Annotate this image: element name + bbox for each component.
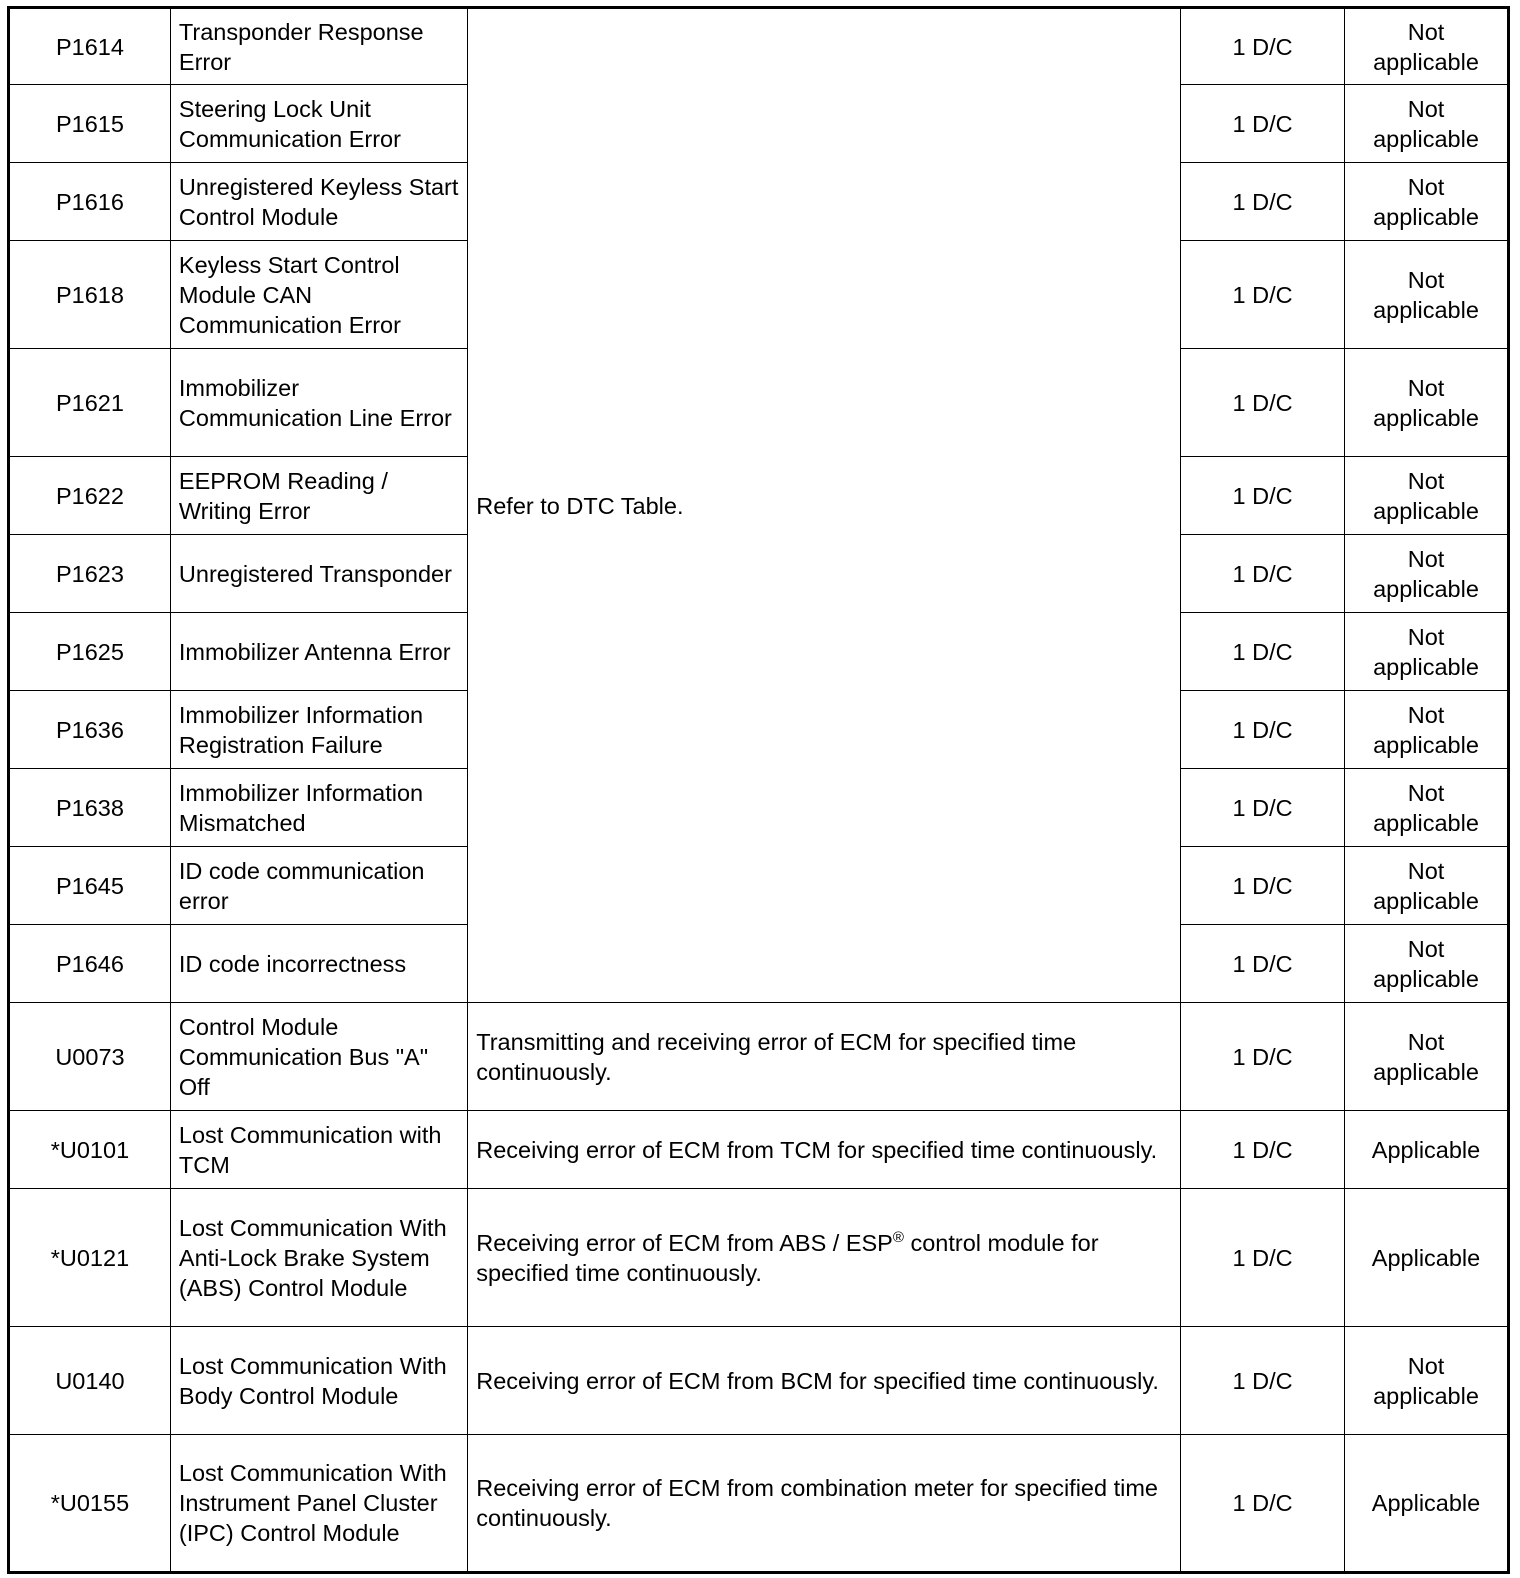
dtc-code: P1646 xyxy=(9,925,171,1003)
detecting-condition: Transmitting and receiving error of ECM for specified time continuously. xyxy=(468,1003,1181,1111)
trip-detection: 1 D/C xyxy=(1181,1003,1345,1111)
table-row xyxy=(9,1327,1509,1435)
dtc-description: Lost Communication With Anti-Lock Brake System (ABS) Control Module xyxy=(170,1189,467,1327)
dtc-code: *U0155 xyxy=(9,1435,171,1573)
detecting-condition: Receiving error of ECM from combination meter for specified time continuously. xyxy=(468,1435,1181,1573)
mil-status: Not applicable xyxy=(1345,457,1509,535)
mil-status: Not applicable xyxy=(1345,691,1509,769)
trip-detection: 1 D/C xyxy=(1181,1111,1345,1189)
trip-detection: 1 D/C xyxy=(1181,85,1345,163)
trip-detection: 1 D/C xyxy=(1181,241,1345,349)
dtc-code: P1621 xyxy=(9,349,171,457)
dtc-code: P1625 xyxy=(9,613,171,691)
table-row xyxy=(9,1003,1509,1111)
detecting-condition: Receiving error of ECM from BCM for specified time continuously. xyxy=(468,1327,1181,1435)
mil-status: Not applicable xyxy=(1345,241,1509,349)
trip-detection: 1 D/C xyxy=(1181,769,1345,847)
dtc-description: Control Module Communication Bus "A" Off xyxy=(170,1003,467,1111)
trip-detection: 1 D/C xyxy=(1181,847,1345,925)
trip-detection: 1 D/C xyxy=(1181,1435,1345,1573)
mil-status: Not applicable xyxy=(1345,349,1509,457)
detecting-condition: Receiving error of ECM from TCM for specified time continuously. xyxy=(468,1111,1181,1189)
dtc-code: U0073 xyxy=(9,1003,171,1111)
dtc-description: Keyless Start Control Module CAN Communication Error xyxy=(170,241,467,349)
mil-status: Not applicable xyxy=(1345,613,1509,691)
dtc-table xyxy=(7,6,1510,1574)
mil-status: Applicable xyxy=(1345,1111,1509,1189)
mil-status: Not applicable xyxy=(1345,1003,1509,1111)
table-row xyxy=(9,8,1509,85)
mil-status: Applicable xyxy=(1345,1189,1509,1327)
mil-status: Applicable xyxy=(1345,1435,1509,1573)
dtc-code: P1636 xyxy=(9,691,171,769)
dtc-description: Unregistered Transponder xyxy=(170,535,467,613)
trip-detection: 1 D/C xyxy=(1181,457,1345,535)
detecting-condition-merged: Refer to DTC Table. xyxy=(468,8,1181,1003)
table-row xyxy=(9,1189,1509,1327)
mil-status: Not applicable xyxy=(1345,85,1509,163)
mil-status: Not applicable xyxy=(1345,925,1509,1003)
mil-status: Not applicable xyxy=(1345,769,1509,847)
dtc-code: P1614 xyxy=(9,8,171,85)
trip-detection: 1 D/C xyxy=(1181,8,1345,85)
registered-mark: ® xyxy=(892,1228,904,1246)
dtc-code: P1645 xyxy=(9,847,171,925)
mil-status: Not applicable xyxy=(1345,535,1509,613)
dtc-description: Immobilizer Communication Line Error xyxy=(170,349,467,457)
dtc-code: P1618 xyxy=(9,241,171,349)
trip-detection: 1 D/C xyxy=(1181,613,1345,691)
trip-detection: 1 D/C xyxy=(1181,1189,1345,1327)
dtc-code: P1638 xyxy=(9,769,171,847)
dtc-description: EEPROM Reading / Writing Error xyxy=(170,457,467,535)
dtc-description: ID code communication error xyxy=(170,847,467,925)
dtc-description: Unregistered Keyless Start Control Module xyxy=(170,163,467,241)
dtc-code: *U0101 xyxy=(9,1111,171,1189)
trip-detection: 1 D/C xyxy=(1181,925,1345,1003)
trip-detection: 1 D/C xyxy=(1181,349,1345,457)
dtc-code: U0140 xyxy=(9,1327,171,1435)
dtc-code: P1622 xyxy=(9,457,171,535)
dtc-description: Immobilizer Information Registration Failure xyxy=(170,691,467,769)
dtc-description: ID code incorrectness xyxy=(170,925,467,1003)
dtc-description: Immobilizer Antenna Error xyxy=(170,613,467,691)
trip-detection: 1 D/C xyxy=(1181,691,1345,769)
dtc-code: P1616 xyxy=(9,163,171,241)
mil-status: Not applicable xyxy=(1345,1327,1509,1435)
dtc-code: P1615 xyxy=(9,85,171,163)
dtc-code: P1623 xyxy=(9,535,171,613)
trip-detection: 1 D/C xyxy=(1181,163,1345,241)
dtc-description: Transponder Response Error xyxy=(170,8,467,85)
dtc-code: *U0121 xyxy=(9,1189,171,1327)
detecting-condition xyxy=(468,1189,1181,1327)
dtc-description: Lost Communication With Body Control Module xyxy=(170,1327,467,1435)
mil-status: Not applicable xyxy=(1345,8,1509,85)
trip-detection: 1 D/C xyxy=(1181,1327,1345,1435)
dtc-description: Lost Communication With Instrument Panel Cluster (IPC) Control Module xyxy=(170,1435,467,1573)
detecting-condition-text: Receiving error of ECM from ABS / ESP xyxy=(476,1229,893,1256)
mil-status: Not applicable xyxy=(1345,163,1509,241)
table-row xyxy=(9,1435,1509,1573)
mil-status: Not applicable xyxy=(1345,847,1509,925)
trip-detection: 1 D/C xyxy=(1181,535,1345,613)
dtc-description: Immobilizer Information Mismatched xyxy=(170,769,467,847)
dtc-description: Steering Lock Unit Communication Error xyxy=(170,85,467,163)
table-row xyxy=(9,1111,1509,1189)
dtc-description: Lost Communication with TCM xyxy=(170,1111,467,1189)
detecting-condition-text: control module for specified time continuously. xyxy=(476,1229,1099,1286)
